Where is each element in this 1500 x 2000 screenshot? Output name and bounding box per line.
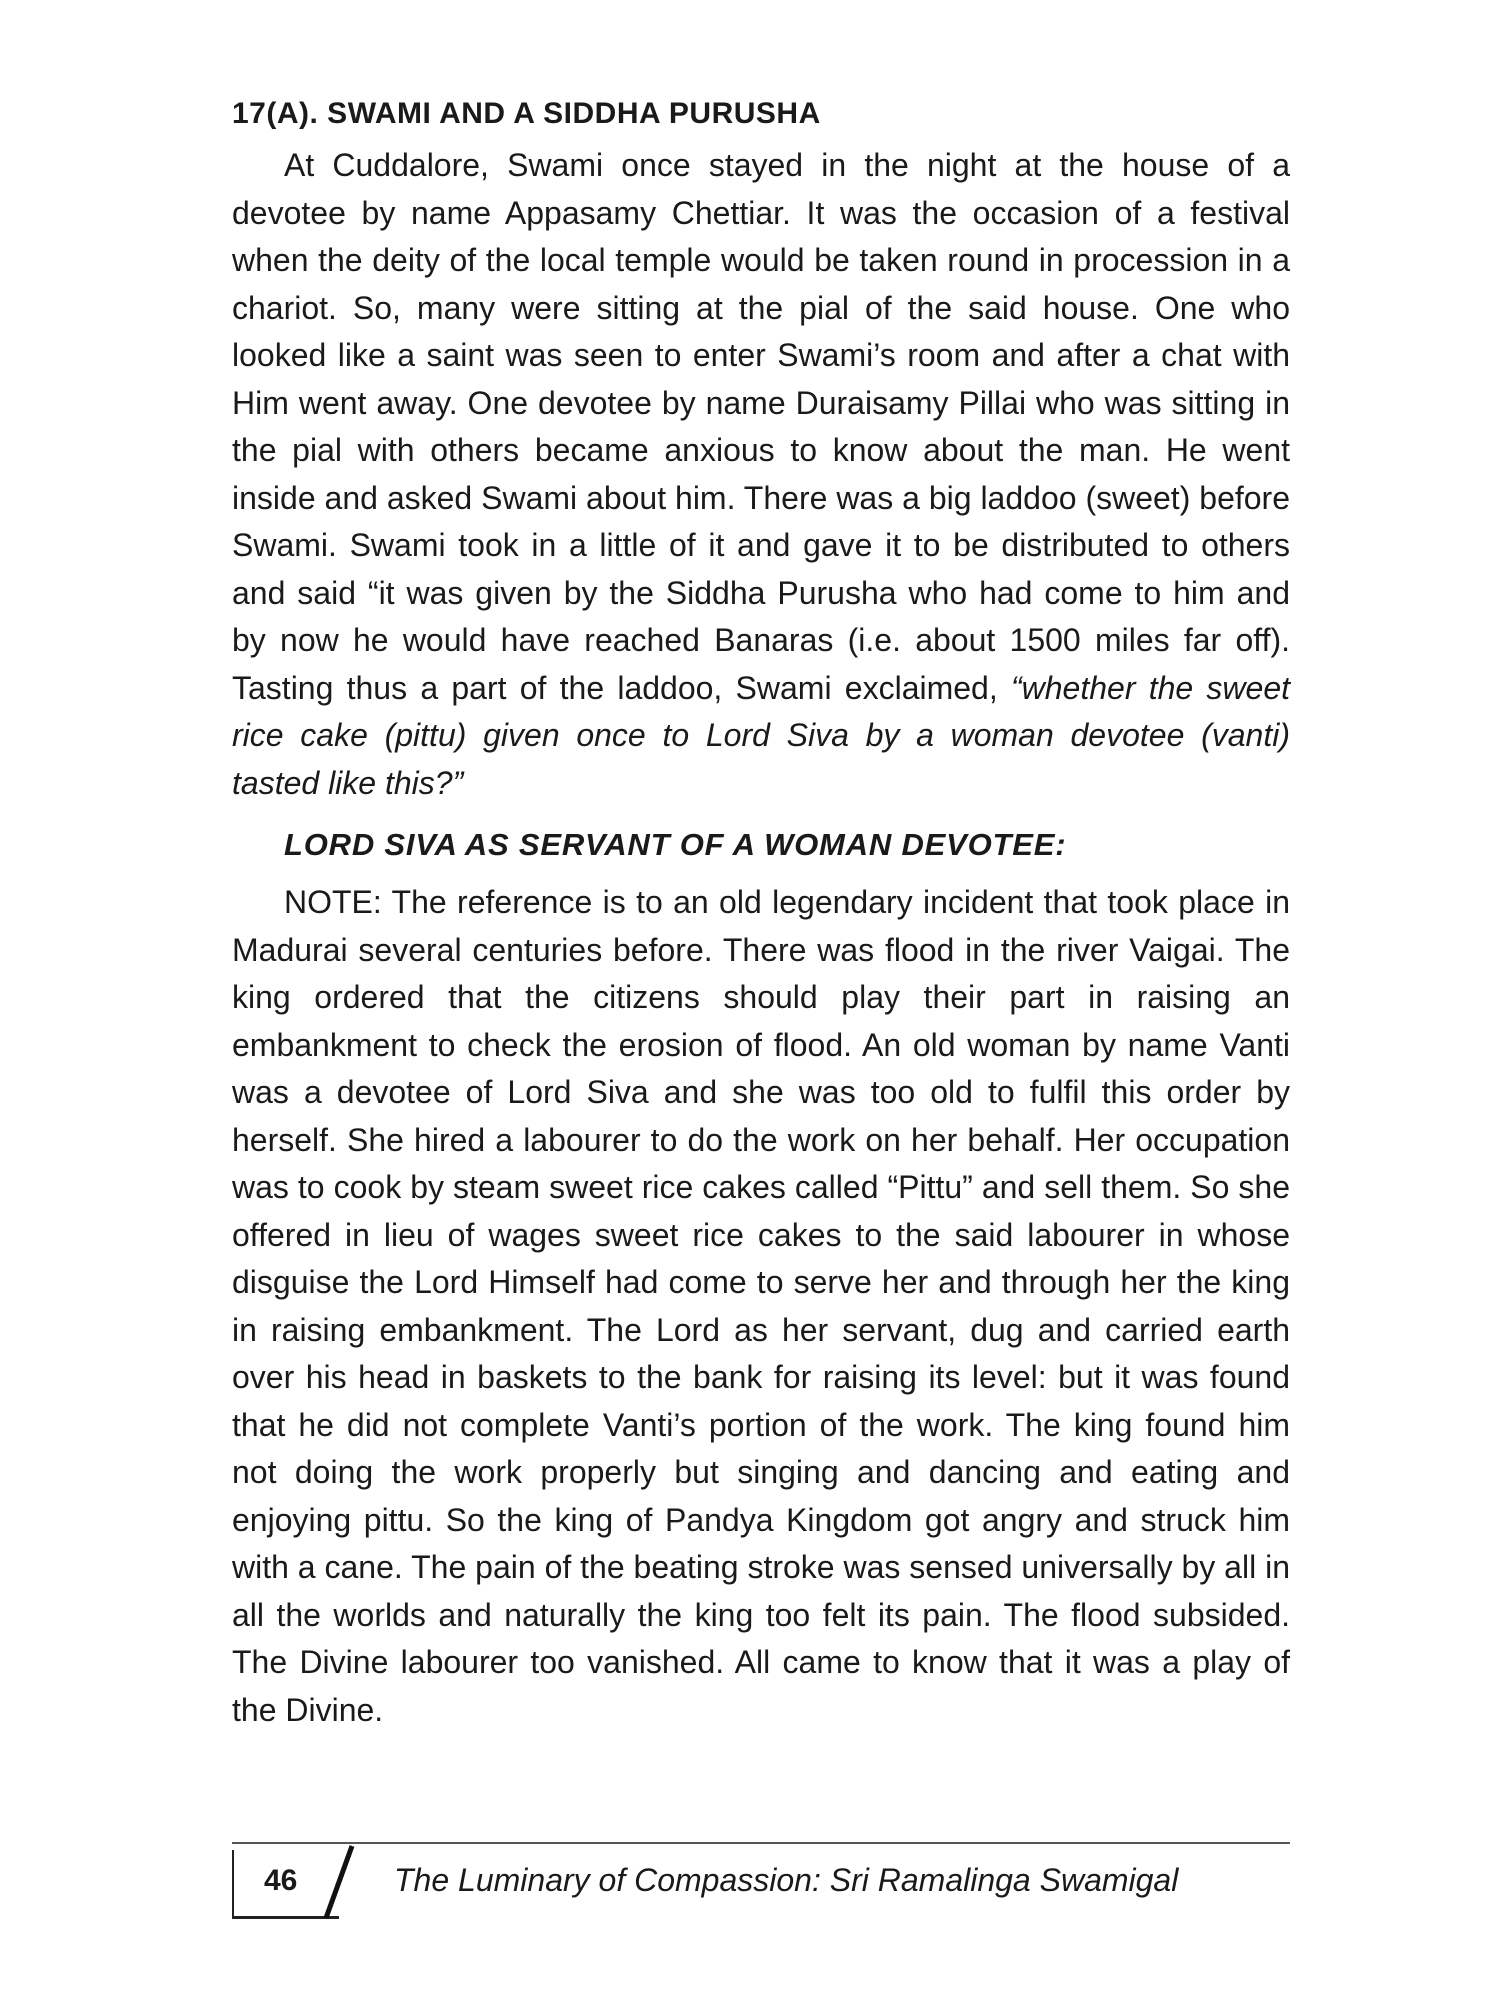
page-content [232, 90, 1290, 1734]
paragraph-note: NOTE: The reference is to an old legendary incident that took place in Madurai several centuries before. There was flood in the river Vaigai. The king ordered that the citizens should play their part in raising an embankment to check the erosion of flood. An old woman by name Vanti was a devotee of Lord Siva and she was too old to fulfil this order by herself. She hired a labourer to do the work on her behalf. Her occupation was to cook by steam sweet rice cakes called “Pittu” and sell them. So she offered in lieu of wages sweet rice cakes to the said labourer in whose disguise the Lord Himself had come to serve her and through her the king in raising embankment. The Lord as her servant, dug and carried earth over his head in baskets to the bank for raising its level: but it was found that he did not complete Vanti’s portion of the work. The king found him not doing the work properly but singing and dancing and eating and enjoying pittu. So the king of Pandya Kingdom got angry and struck him with a cane. The pain of the beating stroke was sensed universally by all in all the worlds and naturally the king too felt its pain. The flood subsided. The Divine labourer too vanished. All came to know that it was a play of the Divine. [232, 884, 1290, 1728]
paragraph-quote: “whether the sweet rice cake (pittu) given once to Lord Siva by a woman devotee (vanti) tasted like this?” [232, 669, 1291, 801]
paragraph-text: At Cuddalore, Swami once stayed in the night at the house of a devotee by name Appasamy Chettiar. It was the occasion of a festival when the deity of the local temple would be taken round in procession in a chariot. So, many were sitting at the pial of the said house. One who looked like a saint was seen to enter Swami’s room and after a chat with Him went away. One devotee by name Duraisamy Pillai who was sitting in the pial with others became anxious to know about the man. He went inside and asked Swami about him. There was a big laddoo (sweet) before Swami. Swami took in a little of it and gave it to be distributed to others and said “it was given by the Siddha Purusha who had come to him and by now he would have reached Banaras (i.e. about 1500 miles far off). Tasting thus a part of the laddoo, Swami exclaimed, [232, 147, 1290, 706]
page-footer [232, 1850, 1290, 1930]
paragraph-swami-siddha [232, 142, 1290, 807]
subsection-heading: LORD SIVA AS SERVANT OF A WOMAN DEVOTEE: [284, 827, 1067, 862]
section-heading: 17(A). SWAMI AND A SIDDHA PURUSHA [232, 97, 821, 130]
book-title: The Luminary of Compassion: Sri Ramalinga Swamigal [394, 1862, 1179, 1898]
slash-divider-icon [320, 1842, 356, 1922]
footer-divider [232, 1842, 1290, 1844]
page-number: 46 [264, 1864, 298, 1897]
